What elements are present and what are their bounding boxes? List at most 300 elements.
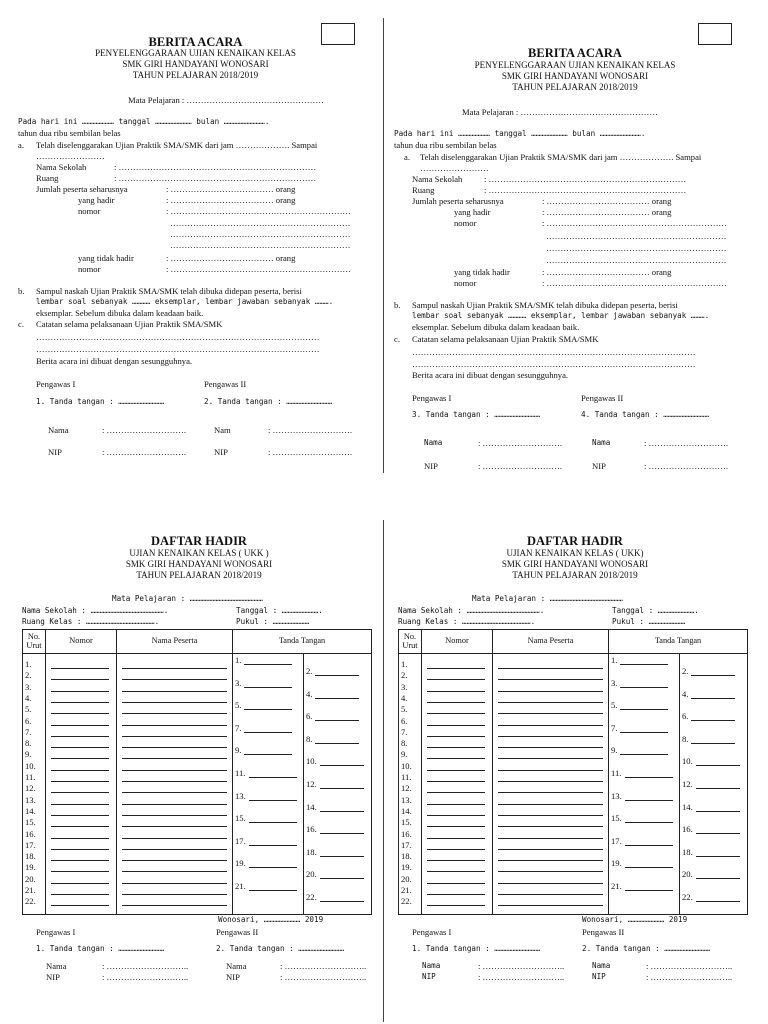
row-number: 12. [401, 783, 412, 794]
nama-peserta-blank [122, 668, 227, 669]
subtitle-3: TAHUN PELAJARAN 2018/2019 [132, 70, 259, 80]
subtitle-1: PENYELENGGARAAN UJIAN KENAIKAN KELAS [95, 48, 296, 58]
nomor-blank [427, 883, 485, 884]
nama-peserta-blank [122, 883, 227, 884]
ruang-value: : …………………………………………………………… [484, 185, 687, 195]
tidak-hadir-label: yang tidak hadir [78, 253, 134, 263]
attendance-table [22, 629, 372, 915]
item-b-line1: Sampul naskah Ujian Praktik SMA/SMK telah dibuka didepan peserta, berisi [36, 286, 302, 296]
signature-slot: 22. [306, 892, 317, 902]
nama-label: Nam [214, 425, 231, 435]
pukul: Pukul : …………………… [236, 617, 310, 626]
nama-label: Nama [46, 961, 67, 971]
nama-value: : ………………………. [478, 438, 563, 448]
nama-value: : ………………………. [644, 438, 729, 448]
nama-peserta-blank [498, 871, 603, 872]
nama-label: Nama [422, 961, 441, 970]
tanggal: Tanggal : ……………………. [612, 606, 699, 615]
row-number: 1. [401, 659, 408, 669]
nama-value: : ……………………….. [102, 961, 189, 971]
signature-line [320, 878, 364, 879]
signature-slot: 3. [235, 677, 242, 688]
nomor-blank [427, 860, 485, 861]
col-ttd-even-cells [304, 654, 372, 915]
closing-text: Berita acara ini dibuat dengan sesungguhnya. [412, 370, 569, 380]
page-title: BERITA ACARA [528, 46, 622, 60]
nama-label: Nama [424, 438, 443, 447]
nama-peserta-blank [122, 815, 227, 816]
row-number: 5. [25, 704, 32, 715]
nomor-dots: ……………………………………………………… [546, 231, 727, 241]
row-number: 16. [25, 828, 36, 839]
hadir-label: yang hadir [454, 207, 491, 217]
signature-line [696, 765, 740, 766]
item-b-line3: eksemplar. Sebelum dibuka dalam keadaan baik. [412, 322, 580, 332]
tanda-tangan-3: 3. Tanda tangan : ………………………… [412, 410, 541, 419]
nomor-blank [427, 905, 485, 906]
nama-peserta-blank [498, 758, 603, 759]
signature-slot: 18. [306, 846, 317, 857]
nomor-blank [427, 770, 485, 771]
table-body-row [399, 654, 748, 915]
subtitle-3: TAHUN PELAJARAN 2018/2019 [136, 570, 262, 580]
nomor-value: : ……………………………………………………… [542, 218, 728, 228]
row-number: 21. [401, 885, 412, 895]
nip-label: NIP [592, 972, 606, 981]
signature-slot: 20. [682, 869, 693, 880]
nama-peserta-blank [122, 849, 227, 850]
nomor-dots: ……………………………………………………… [546, 255, 727, 265]
closing-text: Berita acara ini dibuat dengan sesungguhnya. [36, 356, 193, 366]
signature-line [320, 856, 364, 857]
item-a-label: a. [18, 140, 24, 150]
number-box [698, 23, 732, 45]
nip-value: : ……………………….. [280, 972, 367, 982]
page-title: BERITA ACARA [148, 35, 243, 49]
signature-line [249, 890, 297, 891]
hadir-label: yang hadir [78, 195, 115, 205]
nomor-blank [51, 713, 109, 714]
signature-slot: 1. [611, 655, 618, 665]
signature-slot: 21. [611, 881, 622, 891]
mata-pelajaran: Mata Pelajaran : ………………………………………… [112, 594, 263, 603]
col-nomor: Nomor [422, 630, 493, 654]
signature-slot: 7. [611, 722, 618, 733]
nomor-value: : ……………………………………………………… [542, 278, 728, 288]
nomor-blank [51, 770, 109, 771]
pengawas-2-label: Pengawas II [581, 393, 624, 403]
nama-label: Nama [226, 961, 247, 971]
signature-slot: 4. [306, 688, 313, 699]
signature-line [625, 867, 673, 868]
nip-label: NIP [592, 461, 606, 471]
signature-slot: 16. [306, 824, 317, 835]
nip-label: NIP [214, 447, 228, 457]
item-b-line1: Sampul naskah Ujian Praktik SMA/SMK telah dibuka didepan peserta, berisi [412, 300, 678, 310]
row-number: 22. [401, 896, 412, 907]
nama-peserta-blank [122, 691, 227, 692]
signature-line [249, 822, 297, 823]
signature-line [315, 743, 359, 744]
nama-sekolah-value: : …………………………………………………………… [484, 174, 687, 184]
item-c-label: c. [18, 319, 24, 329]
signature-slot: 19. [611, 858, 622, 869]
nomor-value: : ……………………………………………………… [166, 264, 352, 274]
nip-label: NIP [226, 972, 240, 982]
nomor-blank [51, 668, 109, 669]
col-no-cells [399, 654, 422, 915]
nama-peserta-blank [122, 679, 227, 680]
signature-slot: 17. [235, 835, 246, 846]
signature-line [244, 754, 292, 755]
nama-peserta-blank [122, 894, 227, 895]
signature-line [691, 720, 735, 721]
signature-slot: 7. [235, 722, 242, 733]
nomor-blank [51, 894, 109, 895]
nama-value: : ……………………….. [478, 961, 565, 971]
nama-value: : ………………………. [102, 425, 187, 435]
row-number: 18. [401, 851, 412, 862]
tanda-tangan-1: 1. Tanda tangan : ………………………… [412, 944, 541, 953]
catatan-line: ……………………………………………………………………………………… [412, 347, 696, 357]
page-title: DAFTAR HADIR [527, 534, 623, 548]
signature-line [249, 845, 297, 846]
nomor-blank [51, 905, 109, 906]
nomor-label: nomor [78, 264, 101, 274]
pengawas-2-label: Pengawas II [582, 927, 625, 937]
nomor-blank [51, 804, 109, 805]
nomor-blank [427, 894, 485, 895]
page-title: DAFTAR HADIR [151, 534, 247, 548]
daftar-hadir-left [22, 532, 376, 1022]
item-b-line2: lembar soal sebanyak ………… eksemplar, lembar jawaban sebanyak ………. [36, 297, 334, 306]
pengawas-1-label: Pengawas I [36, 927, 76, 937]
ruang-kelas: Ruang Kelas : ………………………………………. [398, 617, 536, 626]
col-nomor-cells [46, 654, 117, 915]
signature-line [249, 800, 297, 801]
item-b-line2: lembar soal sebanyak ………… eksemplar, lembar jawaban sebanyak ………. [412, 311, 710, 320]
signature-slot: 6. [306, 711, 313, 722]
signature-slot: 5. [611, 700, 618, 711]
nomor-blank [427, 747, 485, 748]
row-number: 7. [401, 726, 408, 737]
signature-slot: 12. [682, 779, 693, 789]
nama-peserta-blank [122, 747, 227, 748]
signature-line [244, 664, 292, 665]
nomor-label: nomor [454, 278, 477, 288]
col-nama-peserta: Nama Peserta [493, 630, 609, 654]
signature-line [315, 675, 359, 676]
nama-sekolah: Nama Sekolah : …………………………………………. [22, 606, 169, 615]
col-nomor: Nomor [46, 630, 117, 654]
nama-peserta-blank [498, 804, 603, 805]
nomor-blank [51, 815, 109, 816]
signature-slot: 11. [611, 768, 622, 778]
nama-peserta-blank [498, 691, 603, 692]
signature-line [244, 732, 292, 733]
nomor-label: nomor [454, 218, 477, 228]
item-b-label: b. [18, 286, 25, 296]
signature-line [249, 867, 297, 868]
signature-slot: 8. [306, 733, 313, 744]
signature-line [696, 901, 740, 902]
col-ttd-even-cells [680, 654, 748, 915]
row-number: 20. [25, 873, 36, 884]
nip-value: : ………………………. [478, 461, 563, 471]
signature-slot: 19. [235, 858, 246, 869]
row-number: 9. [25, 749, 32, 760]
attendance-table-container [398, 629, 748, 915]
tanda-tangan-2: 2. Tanda tangan : ………………………… [204, 397, 333, 406]
row-number: 14. [401, 805, 412, 816]
nama-peserta-blank [498, 679, 603, 680]
mata-pelajaran: Mata Pelajaran : ………………………………………… [462, 107, 658, 117]
nama-peserta-blank [122, 838, 227, 839]
tahun-text: tahun dua ribu sembilan belas [18, 128, 121, 138]
berita-acara-right [394, 20, 756, 470]
row-number: 6. [25, 715, 32, 726]
row-number: 9. [401, 749, 408, 760]
catatan-line: ……………………………………………………………………………………… [36, 344, 320, 354]
signature-line [620, 732, 668, 733]
item-a-dots: …………………… [36, 151, 105, 161]
signature-slot: 15. [235, 813, 246, 824]
signature-line [691, 698, 735, 699]
item-a-label: a. [404, 152, 410, 162]
col-no-urut: No. Urut [399, 630, 422, 654]
nomor-dots: ……………………………………………………… [170, 218, 351, 228]
nip-value: : ……………………….. [102, 972, 189, 982]
nama-value: : ……………………….. [646, 961, 733, 971]
nama-peserta-blank [122, 905, 227, 906]
signature-slot: 13. [611, 790, 622, 801]
row-number: 1. [25, 659, 32, 669]
nomor-blank [427, 826, 485, 827]
nama-value: : ………………………. [268, 425, 353, 435]
catatan-line: ……………………………………………………………………………………… [412, 359, 696, 369]
signature-line [320, 811, 364, 812]
signature-slot: 22. [682, 892, 693, 902]
row-number: 4. [25, 692, 32, 703]
nama-peserta-blank [498, 826, 603, 827]
attendance-table-container [22, 629, 372, 915]
row-number: 16. [401, 828, 412, 839]
row-number: 6. [401, 715, 408, 726]
nama-peserta-blank [498, 905, 603, 906]
subtitle-2: SMK GIRI HANDAYANI WONOSARI [125, 559, 273, 569]
nip-value: : ………………………. [102, 447, 187, 457]
wonosari-date: Wonosari, …………………… 2019 [582, 915, 688, 924]
nama-label: Nama [48, 425, 69, 435]
subtitle-1: UJIAN KENAIKAN KELAS ( UKK) [506, 548, 644, 558]
nomor-blank [51, 747, 109, 748]
nomor-blank [427, 781, 485, 782]
row-number: 11. [25, 772, 36, 782]
signature-line [625, 822, 673, 823]
nomor-blank [427, 679, 485, 680]
col-tanda-tangan: Tanda Tangan [609, 630, 748, 654]
subtitle-2: SMK GIRI HANDAYANI WONOSARI [501, 71, 649, 81]
signature-slot: 15. [611, 813, 622, 824]
signature-slot: 12. [306, 779, 317, 789]
nama-peserta-blank [498, 668, 603, 669]
nip-label: NIP [424, 461, 438, 471]
signature-line [620, 687, 668, 688]
signature-slot: 9. [235, 745, 242, 756]
nomor-blank [51, 702, 109, 703]
tahun-text: tahun dua ribu sembilan belas [394, 140, 497, 150]
nomor-blank [51, 725, 109, 726]
jumlah-label: Jumlah peserta seharusnya [36, 184, 128, 194]
subtitle-1: PENYELENGGARAAN UJIAN KENAIKAN KELAS [474, 60, 676, 70]
signature-line [249, 777, 297, 778]
signature-line [696, 788, 740, 789]
nomor-blank [427, 725, 485, 726]
ruang-label: Ruang [36, 173, 59, 183]
row-number: 10. [25, 760, 36, 771]
mata-pelajaran: Mata Pelajaran : ………………………………………… [128, 95, 324, 105]
pengawas-1-label: Pengawas I [412, 927, 452, 937]
signature-line [320, 765, 364, 766]
nama-peserta-blank [498, 894, 603, 895]
signature-line [620, 754, 668, 755]
signature-line [320, 833, 364, 834]
ruang-value: : …………………………………………………………… [114, 173, 317, 183]
row-number: 17. [401, 839, 412, 850]
nip-value: : ………………………. [644, 461, 729, 471]
signature-slot: 2. [306, 666, 313, 676]
tanda-tangan-2: 2. Tanda tangan : ………………………… [216, 944, 345, 953]
nama-peserta-blank [122, 725, 227, 726]
signature-slot: 6. [682, 711, 689, 722]
signature-line [696, 833, 740, 834]
pengawas-1-label: Pengawas I [36, 379, 76, 389]
nomor-blank [427, 871, 485, 872]
nomor-blank [427, 736, 485, 737]
wonosari-date: Wonosari, …………………… 2019 [218, 915, 324, 924]
signature-slot: 4. [682, 688, 689, 699]
nomor-blank [427, 804, 485, 805]
nama-peserta-blank [498, 883, 603, 884]
signature-slot: 10. [682, 756, 693, 767]
subtitle-1: UJIAN KENAIKAN KELAS ( UKK ) [129, 548, 269, 558]
nama-peserta-blank [498, 770, 603, 771]
item-a-text: Telah diselenggarakan Ujian Praktik SMA/SMK dari jam ………………. Sampai [36, 140, 318, 150]
tanda-tangan-1: 1. Tanda tangan : ………………………… [36, 397, 165, 406]
nama-peserta-blank [122, 792, 227, 793]
nomor-blank [427, 758, 485, 759]
nomor-blank [427, 849, 485, 850]
signature-slot: 1. [235, 655, 242, 665]
row-number: 12. [25, 783, 36, 794]
nama-peserta-blank [498, 736, 603, 737]
nama-peserta-blank [122, 736, 227, 737]
ruang-kelas: Ruang Kelas : ………………………………………. [22, 617, 160, 626]
col-nama-peserta: Nama Peserta [117, 630, 233, 654]
daftar-hadir-right [398, 532, 752, 1022]
pengawas-2-label: Pengawas II [216, 927, 259, 937]
nomor-blank [51, 860, 109, 861]
nomor-blank [427, 815, 485, 816]
tanda-tangan-1: 1. Tanda tangan : ………………………… [36, 944, 165, 953]
tanggal: Tanggal : ……………………. [236, 606, 323, 615]
jumlah-label: Jumlah peserta seharusnya [412, 196, 504, 206]
item-c-text: Catatan selama pelaksanaan Ujian Praktik SMA/SMK [36, 319, 223, 329]
signature-line [696, 811, 740, 812]
signature-line [315, 698, 359, 699]
nomor-dots: ……………………………………………………… [546, 243, 727, 253]
nama-peserta-blank [122, 860, 227, 861]
tanda-tangan-4: 4. Tanda tangan : ………………………… [581, 410, 710, 419]
row-number: 4. [401, 692, 408, 703]
nomor-blank [427, 792, 485, 793]
ruang-label: Ruang [412, 185, 435, 195]
nomor-blank [427, 838, 485, 839]
signature-slot: 8. [682, 733, 689, 744]
signature-line [625, 890, 673, 891]
nama-sekolah: Nama Sekolah : …………………………………………. [398, 606, 545, 615]
nama-peserta-blank [122, 770, 227, 771]
nama-peserta-blank [122, 871, 227, 872]
row-number: 20. [401, 873, 412, 884]
row-number: 11. [401, 772, 412, 782]
pada-hari: Pada hari ini ………………… tanggal …………………… bulan ………………………. [394, 129, 646, 138]
nomor-blank [51, 792, 109, 793]
nomor-blank [427, 713, 485, 714]
signature-line [320, 901, 364, 902]
nama-sekolah-label: Nama Sekolah [36, 162, 87, 172]
signature-slot: 3. [611, 677, 618, 688]
nomor-blank [51, 826, 109, 827]
row-number: 7. [25, 726, 32, 737]
tidak-hadir-label: yang tidak hadir [454, 267, 510, 277]
row-number: 3. [25, 681, 32, 692]
signature-slot: 20. [306, 869, 317, 880]
jumlah-value: : ……………………………… orang [166, 184, 296, 194]
signature-slot: 5. [235, 700, 242, 711]
row-number: 15. [401, 817, 412, 828]
nama-peserta-blank [122, 804, 227, 805]
signature-slot: 9. [611, 745, 618, 756]
nama-peserta-blank [498, 702, 603, 703]
mata-pelajaran: Mata Pelajaran : ………………………………………… [472, 594, 623, 603]
signature-line [244, 709, 292, 710]
nama-peserta-blank [498, 781, 603, 782]
row-number: 3. [401, 681, 408, 692]
row-number: 8. [401, 738, 408, 749]
jumlah-value: : ……………………………… orang [542, 196, 672, 206]
signature-slot: 2. [682, 666, 689, 676]
nama-peserta-blank [498, 838, 603, 839]
nama-peserta-blank [122, 758, 227, 759]
nip-label: NIP [48, 447, 62, 457]
vertical-divider-bottom [383, 520, 384, 1022]
col-nomor-cells [422, 654, 493, 915]
row-number: 5. [401, 704, 408, 715]
row-number: 2. [25, 670, 32, 681]
item-c-text: Catatan selama pelaksanaan Ujian Praktik SMA/SMK [412, 334, 599, 344]
item-b-line3: eksemplar. Sebelum dibuka dalam keadaan baik. [36, 308, 204, 318]
signature-line [625, 777, 673, 778]
nip-label: NIP [46, 972, 60, 982]
signature-line [620, 664, 668, 665]
nama-label: Nama [592, 961, 611, 970]
col-nama-cells [117, 654, 233, 915]
row-number: 10. [401, 760, 412, 771]
nama-peserta-blank [498, 725, 603, 726]
nomor-dots: ……………………………………………………… [170, 240, 351, 250]
nama-peserta-blank [498, 747, 603, 748]
